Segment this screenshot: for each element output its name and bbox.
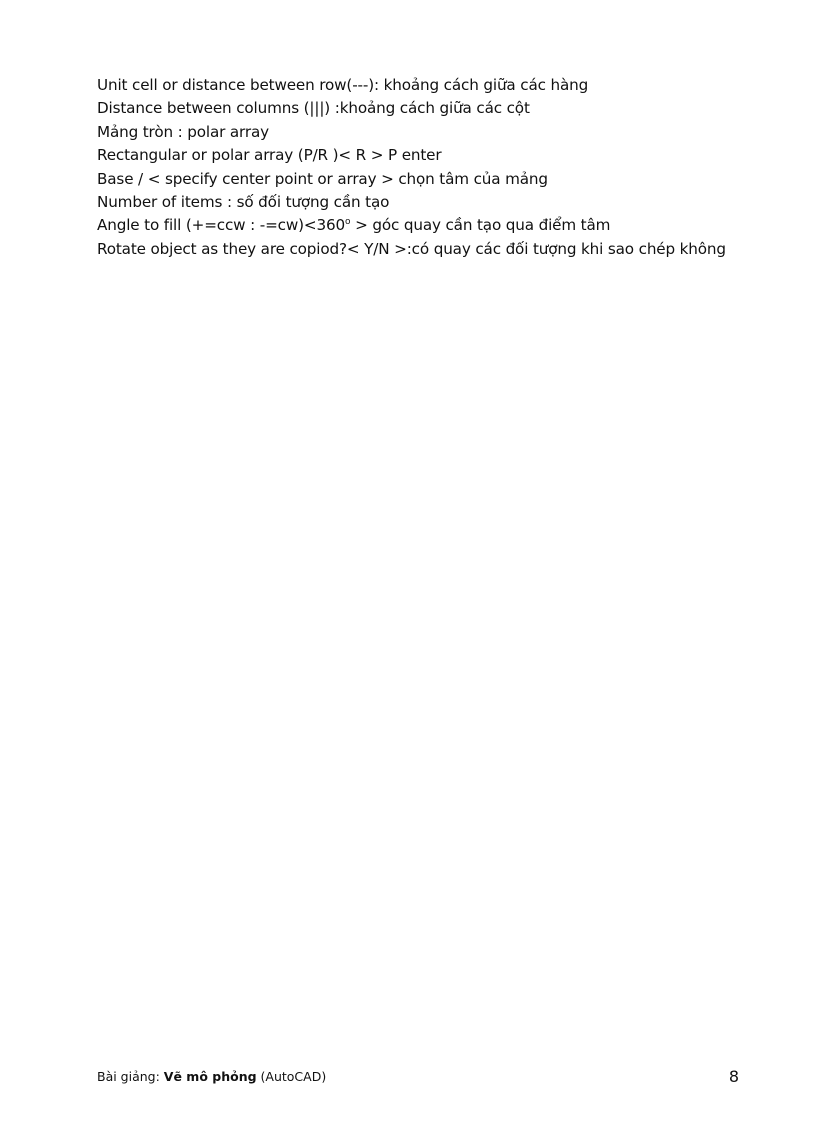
line-rotate-object: Rotate object as they are copiod?< Y/N >:có quay các đối tượng khi sao chép không xyxy=(97,239,726,258)
footer-suffix: (AutoCAD) xyxy=(256,1069,327,1084)
line-number-of-items: Number of items : số đối tượng cần tạo xyxy=(97,193,390,212)
line-distance-columns: Distance between columns (|||) :khoảng cách giữa các cột xyxy=(97,99,530,118)
footer-prefix: Bài giảng: xyxy=(97,1069,164,1084)
footer-title: Vẽ mô phỏng xyxy=(163,1069,257,1084)
line-angle-to-fill xyxy=(97,214,777,237)
line-unit-cell: Unit cell or distance between row(---): khoảng cách giữa các hàng xyxy=(97,76,589,94)
line-base-center-point: Base / < specify center point or array > chọn tâm của mảng xyxy=(97,169,548,188)
line-rectangular-or-polar: Rectangular or polar array (P/R )< R > P enter xyxy=(97,146,442,165)
line-polar-array: Mảng tròn : polar array xyxy=(97,122,269,141)
page-footer xyxy=(97,1069,326,1084)
page-number: 8 xyxy=(728,1067,739,1086)
document-body xyxy=(97,74,777,261)
angle-text-after: > góc quay cần tạo qua điểm tâm xyxy=(350,216,611,235)
angle-text-before: Angle to fill (+=ccw : -=cw)<360 xyxy=(97,216,346,235)
angle-degree-superscript: o xyxy=(345,217,351,228)
